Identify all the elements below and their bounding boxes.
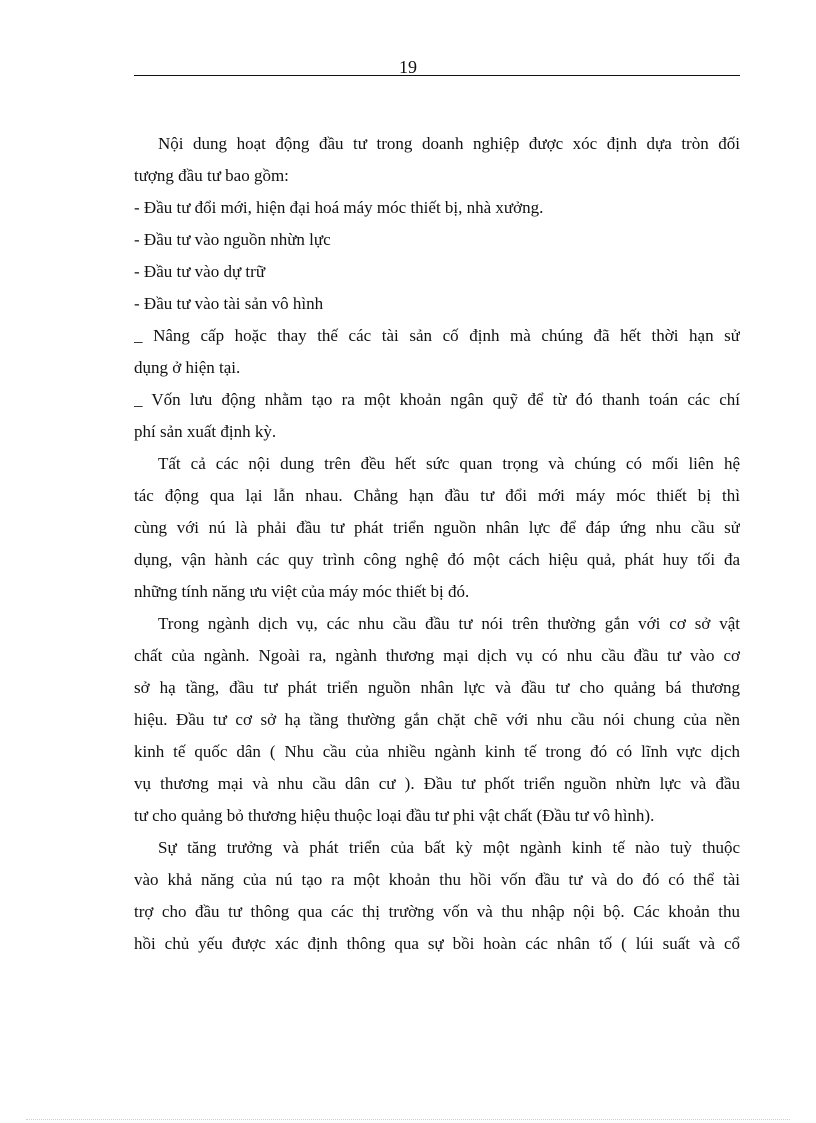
list-item: - Đầu tư vào nguồn nhừn lực [134,230,331,249]
text-line: phí sản xuất định kỳ. [134,422,277,441]
text-line: chất của ngành. Ngoài ra, ngành thương mại dịch vụ có nhu cầu đầu tư vào cơ [134,646,740,665]
text-line: tác động qua lại lẫn nhau. Chẳng hạn đầu tư đổi mới máy móc thiết bị thì [134,486,740,505]
list-item: - Đầu tư đổi mới, hiện đại hoá máy móc thiết bị, nhà xưởng. [134,198,544,217]
page-bottom-edge [26,1119,790,1120]
text-line: Sự tăng trưởng và phát triển của bất kỳ một ngành kinh tế nào tuỳ thuộc [158,838,740,857]
body-text [134,128,740,960]
list-item: - Đầu tư vào tài sản vô hình [134,294,324,313]
list-item: _ Nâng cấp hoặc thay thế các tài sản cố định mà chúng đã hết thời hạn sử [134,326,740,345]
text-line: dụng, vận hành các quy trình công nghệ đó một cách hiệu quả, phát huy tối đa [134,550,740,569]
list-item: - Đầu tư vào dự trữ [134,262,266,281]
text-line: dụng ở hiện tại. [134,358,241,377]
text-line: cùng với nú là phải đầu tư phát triển nguồn nhân lực để đáp ứng nhu cầu sử [134,518,740,537]
text-line: Nội dung hoạt động đầu tư trong doanh nghiệp được xóc định dựa tròn đối [158,134,740,153]
text-line: trợ cho đầu tư thông qua các thị trường vốn và thu nhập nội bộ. Các khoản thu [134,902,740,921]
text-line: sở hạ tầng, đầu tư phát triển nguồn nhân lực và đầu tư cho quảng bá thương [134,678,740,697]
header-rule [134,75,740,76]
list-item: _ Vốn lưu động nhằm tạo ra một khoản ngân quỹ để từ đó thanh toán các chí [134,390,740,409]
text-line: vào khả năng của nú tạo ra một khoản thu hồi vốn đầu tư và do đó có thể tài [134,870,740,889]
text-line: hiệu. Đầu tư cơ sở hạ tầng thường gắn chặt chẽ với nhu cầu nói chung của nền [134,710,740,729]
text-line: vụ thương mại và nhu cầu dân cư ). Đầu tư phốt triển nguồn nhừn lực và đầu [134,774,740,793]
text-line: kinh tế quốc dân ( Nhu cầu của nhiều ngành kinh tế trong đó có lĩnh vực dịch [134,742,740,761]
page-number: 19 [399,57,417,77]
text-line: những tính năng ưu việt của máy móc thiết bị đó. [134,582,470,601]
text-line: Trong ngành dịch vụ, các nhu cầu đầu tư nói trên thường gắn với cơ sở vật [158,614,740,633]
text-line: tư cho quảng bỏ thương hiệu thuộc loại đầu tư phi vật chất (Đầu tư vô hình). [134,806,655,825]
text-line: tượng đầu tư bao gồm: [134,166,289,185]
text-line: hồi chủ yếu được xác định thông qua sự bồi hoàn các nhân tố ( lúi suất và cổ [134,934,740,953]
text-line: Tất cả các nội dung trên đều hết sức quan trọng và chúng có mối liên hệ [158,454,740,473]
